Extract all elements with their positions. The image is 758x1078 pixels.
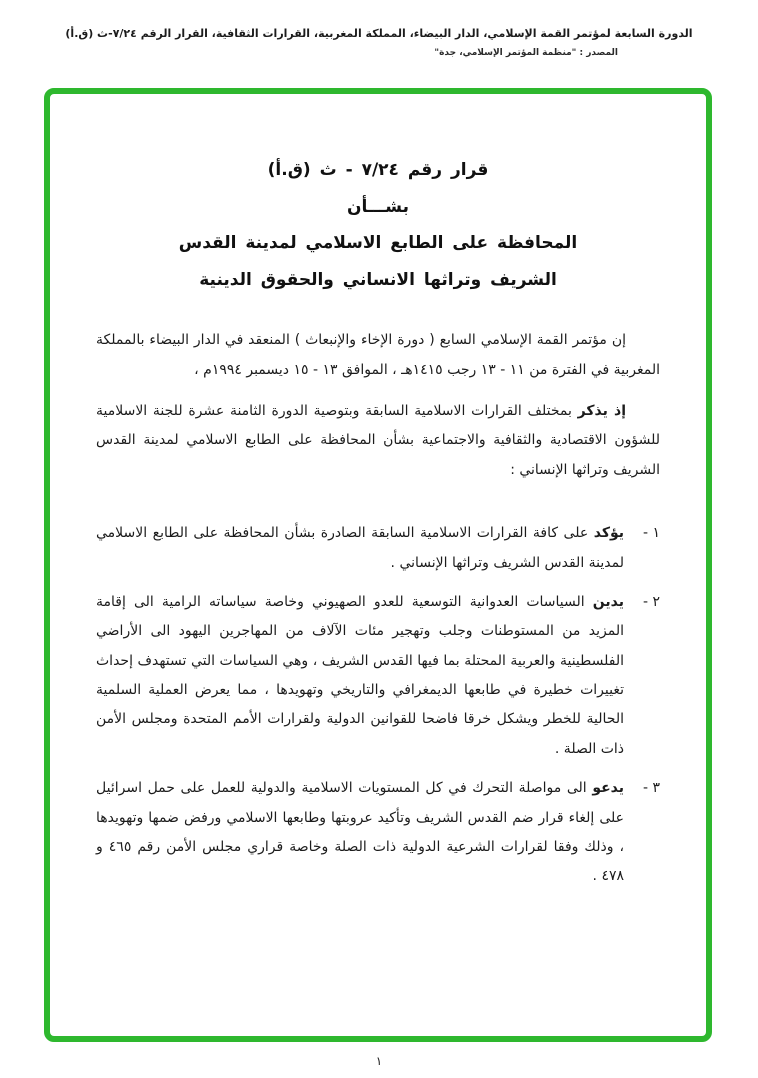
document-header	[40, 26, 718, 58]
item-1-lead: يؤكد	[593, 525, 624, 542]
item-3-number: ٣ -	[642, 780, 660, 797]
preamble-opening-paragraph	[96, 326, 660, 385]
document-content	[50, 94, 706, 892]
resolution-number-line: قرار رقم ٧/٢٤ - ث (ق.أ)	[267, 160, 489, 180]
resolution-regarding-line: بشـــأن	[346, 196, 409, 217]
resolution-item-2	[96, 588, 660, 764]
preamble-recalling-text: بمختلف القرارات الاسلامية السابقة وبتوصية الدورة الثامنة عشرة للجنة الاسلامية للشؤون الاقتصادية والثقافية والاجتماعية بشأن المحافظة على الطابع الاسلامي لمدينة القدس الشريف وتراثها الإنساني :	[96, 402, 660, 478]
item-2-body: السياسات العدوانية التوسعية للعدو الصهيوني وخاصة سياساته الرامية الى إقامة المزيد من المستوطنات وجلب وتهجير مئات الآلاف من المهاجرين اليهود الى الأراضي الفلسطينية والعربية المحتلة بما فيها القدس الشريف ، وهي السياسات التي تستهدف إحداث تغييرات خطيرة في طابعها الديمغرافي والتاريخي وتهويدها ، مما يعرض العملية السلمية الحالية للخطر ويشكل خرقا فاضحا للقوانين الدولية ولقرارات الأمم المتحدة ومجلس الأمن ذات الصلة .	[96, 593, 624, 757]
resolution-subject-line-1: المحافظة على الطابع الاسلامي لمدينة القدس	[178, 233, 578, 254]
resolution-item-1	[96, 519, 660, 578]
item-3-text	[96, 774, 624, 892]
item-2-text	[96, 588, 624, 764]
page-number: ١	[375, 1054, 383, 1068]
header-source-line: المصدر : "منظمة المؤتمر الإسلامي، جدة"	[434, 47, 618, 58]
item-2-number: ٢ -	[642, 593, 660, 610]
preamble-recalling-lead: إذ يذكر	[577, 402, 627, 419]
resolution-items-list	[96, 519, 660, 892]
item-1-text	[96, 519, 624, 578]
preamble-opening-text: إن مؤتمر القمة الإسلامي السابع ( دورة الإخاء والإنبعاث ) المنعقد في الدار البيضاء بالمملكة المغربية في الفترة من ١١ - ١٣ رجب ١٤١٥هـ ، الموافق ١٣ - ١٥ ديسمبر ١٩٩٤م ،	[96, 332, 660, 378]
preamble-recalling-paragraph	[96, 397, 660, 485]
header-citation-line: الدورة السابعة لمؤتمر القمة الإسلامي، الدار البيضاء، المملكة المغربية، القرارات الثقافية، القرار الرقم ٧/٢٤-ث (ق.أ)	[65, 27, 693, 40]
item-1-number: ١ -	[642, 525, 660, 542]
document-green-frame	[44, 88, 712, 1042]
item-3-lead: يدعو	[592, 780, 624, 797]
item-1-body: على كافة القرارات الاسلامية السابقة الصادرة بشأن المحافظة على الطابع الاسلامي لمدينة القدس الشريف وتراثها الإنساني .	[96, 525, 624, 571]
item-3-body: الى مواصلة التحرك في كل المستويات الاسلامية والدولية للعمل على حمل اسرائيل على إلغاء قرار ضم القدس الشريف وتأكيد عروبتها وطابعها الاسلامي ورفض ضمها وتهويدها ، وذلك وفقا لقرارات الشرعية الدولية ذات الصلة وخاصة قراري مجلس الأمن رقم ٤٦٥ و ٤٧٨ .	[96, 780, 624, 885]
resolution-item-3	[96, 774, 660, 892]
resolution-subject-line-2: الشريف وتراثها الانساني والحقوق الدينية	[199, 269, 557, 290]
resolution-title-block	[96, 152, 660, 298]
item-2-lead: يدين	[592, 593, 624, 610]
